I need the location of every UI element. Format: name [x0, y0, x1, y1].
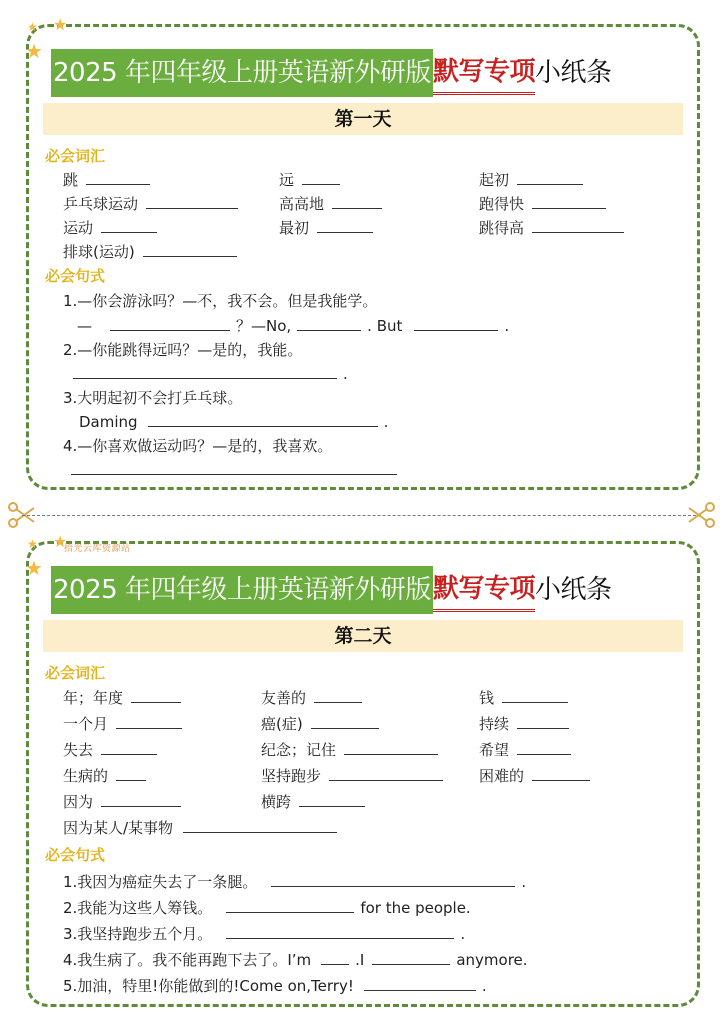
- answer-blank[interactable]: [110, 315, 230, 331]
- vocab-item: 跳: [63, 169, 150, 190]
- star-icon: ★: [53, 15, 68, 34]
- vocab-item: 因为某人/某事物: [63, 817, 337, 838]
- day1-card: [25, 15, 700, 490]
- sentence-section-label: 必会句式: [45, 846, 106, 864]
- vocab-item: 持续: [479, 713, 569, 734]
- answer-blank[interactable]: [71, 459, 397, 475]
- answer-blank[interactable]: [226, 897, 354, 913]
- sentence-answer-line: .: [73, 363, 348, 383]
- vocab-item: 癌(症): [261, 713, 379, 734]
- sentence-answer-line: [71, 459, 403, 479]
- answer-blank[interactable]: [517, 739, 571, 755]
- vocab-item: 运动: [63, 217, 157, 238]
- vocab-section-label: 必会词汇: [45, 664, 106, 682]
- cut-line: [22, 515, 701, 516]
- answer-blank[interactable]: [116, 765, 146, 781]
- vocab-item: 最初: [279, 217, 373, 238]
- answer-blank[interactable]: [143, 241, 237, 257]
- page-title: [51, 49, 611, 97]
- answer-blank[interactable]: [148, 411, 378, 427]
- vocab-item: 希望: [479, 739, 571, 760]
- star-icon: ★: [27, 20, 38, 34]
- vocab-item: 远: [279, 169, 340, 190]
- sentence-section-label: 必会句式: [45, 267, 106, 285]
- answer-blank[interactable]: [271, 871, 515, 887]
- vocab-item: 横跨: [261, 791, 365, 812]
- vocab-item: 跑得快: [479, 193, 606, 214]
- vocab-item: 友善的: [261, 687, 362, 708]
- sentence-prompt: 4.—你喜欢做运动吗？—是的，我喜欢。: [63, 437, 333, 455]
- sentence-line: 5.加油，特里!你能做到的!Come on,Terry! .: [63, 977, 487, 995]
- sentence-prompt: 2.—你能跳得远吗？—是的，我能。: [63, 341, 303, 359]
- title-green-part: 2025 年四年级上册英语新外研版: [51, 566, 433, 614]
- vocab-item: 坚持跑步: [261, 765, 443, 786]
- answer-blank[interactable]: [332, 193, 382, 209]
- title-black-part: 小纸条: [534, 575, 612, 605]
- answer-blank[interactable]: [344, 739, 438, 755]
- answer-blank[interactable]: [314, 687, 362, 703]
- scissors-icon: [687, 500, 717, 530]
- vocab-item: 生病的: [63, 765, 146, 786]
- vocab-item: 纪念；记住: [261, 739, 438, 760]
- star-icon: ★: [27, 537, 38, 551]
- vocab-item: 年；年度: [63, 687, 181, 708]
- sentence-line: 4.我生病了。我不能再跑下去了。I’m .I anymore.: [63, 951, 528, 969]
- answer-blank[interactable]: [101, 217, 157, 233]
- answer-blank[interactable]: [321, 949, 349, 965]
- answer-blank[interactable]: [183, 817, 337, 833]
- answer-blank[interactable]: [131, 687, 181, 703]
- vocab-item: 起初: [479, 169, 583, 190]
- vocab-item: 困难的: [479, 765, 590, 786]
- vocab-item: 跳得高: [479, 217, 624, 238]
- answer-blank[interactable]: [101, 791, 181, 807]
- title-red-part: 默写专项: [433, 569, 535, 612]
- answer-blank[interactable]: [101, 739, 157, 755]
- answer-blank[interactable]: [532, 765, 590, 781]
- star-icon: ★: [53, 532, 68, 551]
- vocab-item: 钱: [479, 687, 568, 708]
- answer-blank[interactable]: [73, 363, 337, 379]
- answer-blank[interactable]: [302, 169, 340, 185]
- sentence-answer-line: — ？—No, . But .: [77, 317, 510, 335]
- answer-blank[interactable]: [372, 949, 450, 965]
- answer-blank[interactable]: [364, 975, 476, 991]
- answer-blank[interactable]: [502, 687, 568, 703]
- vocab-item: 失去: [63, 739, 157, 760]
- day2-card: [25, 532, 700, 1007]
- answer-blank[interactable]: [414, 315, 498, 331]
- answer-blank[interactable]: [532, 193, 606, 209]
- sentence-line: 1.我因为癌症失去了一条腿。 .: [63, 873, 527, 891]
- star-icon: ★: [25, 39, 43, 63]
- vocab-item: 因为: [63, 791, 181, 812]
- day-heading: 第二天: [43, 620, 683, 652]
- answer-blank[interactable]: [146, 193, 238, 209]
- answer-blank[interactable]: [317, 217, 373, 233]
- answer-blank[interactable]: [517, 713, 569, 729]
- answer-blank[interactable]: [311, 713, 379, 729]
- sentence-line: 2.我能为这些人筹钱。 for the people.: [63, 899, 471, 917]
- answer-blank[interactable]: [517, 169, 583, 185]
- answer-blank[interactable]: [226, 923, 454, 939]
- answer-blank[interactable]: [329, 765, 443, 781]
- page-title: [51, 566, 611, 614]
- vocab-item: 一个月: [63, 713, 182, 734]
- answer-blank[interactable]: [299, 791, 365, 807]
- star-icon: ★: [25, 556, 43, 580]
- vocab-item: 高高地: [279, 193, 382, 214]
- sentence-prompt: 3.大明起初不会打乒乓球。: [63, 389, 243, 407]
- title-green-part: 2025 年四年级上册英语新外研版: [51, 49, 433, 97]
- sentence-prompt: 1.—你会游泳吗？—不，我不会。但是我能学。: [63, 292, 378, 310]
- answer-blank[interactable]: [86, 169, 150, 185]
- day-heading: 第一天: [43, 103, 683, 135]
- sentence-line: 3.我坚持跑步五个月。 .: [63, 925, 466, 943]
- vocab-item: 乒乓球运动: [63, 193, 238, 214]
- title-red-part: 默写专项: [433, 52, 535, 95]
- answer-blank[interactable]: [532, 217, 624, 233]
- answer-blank[interactable]: [297, 315, 361, 331]
- answer-blank[interactable]: [116, 713, 182, 729]
- vocab-item: 排球(运动): [63, 241, 237, 262]
- title-black-part: 小纸条: [534, 58, 612, 88]
- sentence-answer-line: Daming .: [79, 413, 389, 431]
- watermark: 拾光云库资源站: [64, 544, 131, 554]
- vocab-section-label: 必会词汇: [45, 147, 106, 165]
